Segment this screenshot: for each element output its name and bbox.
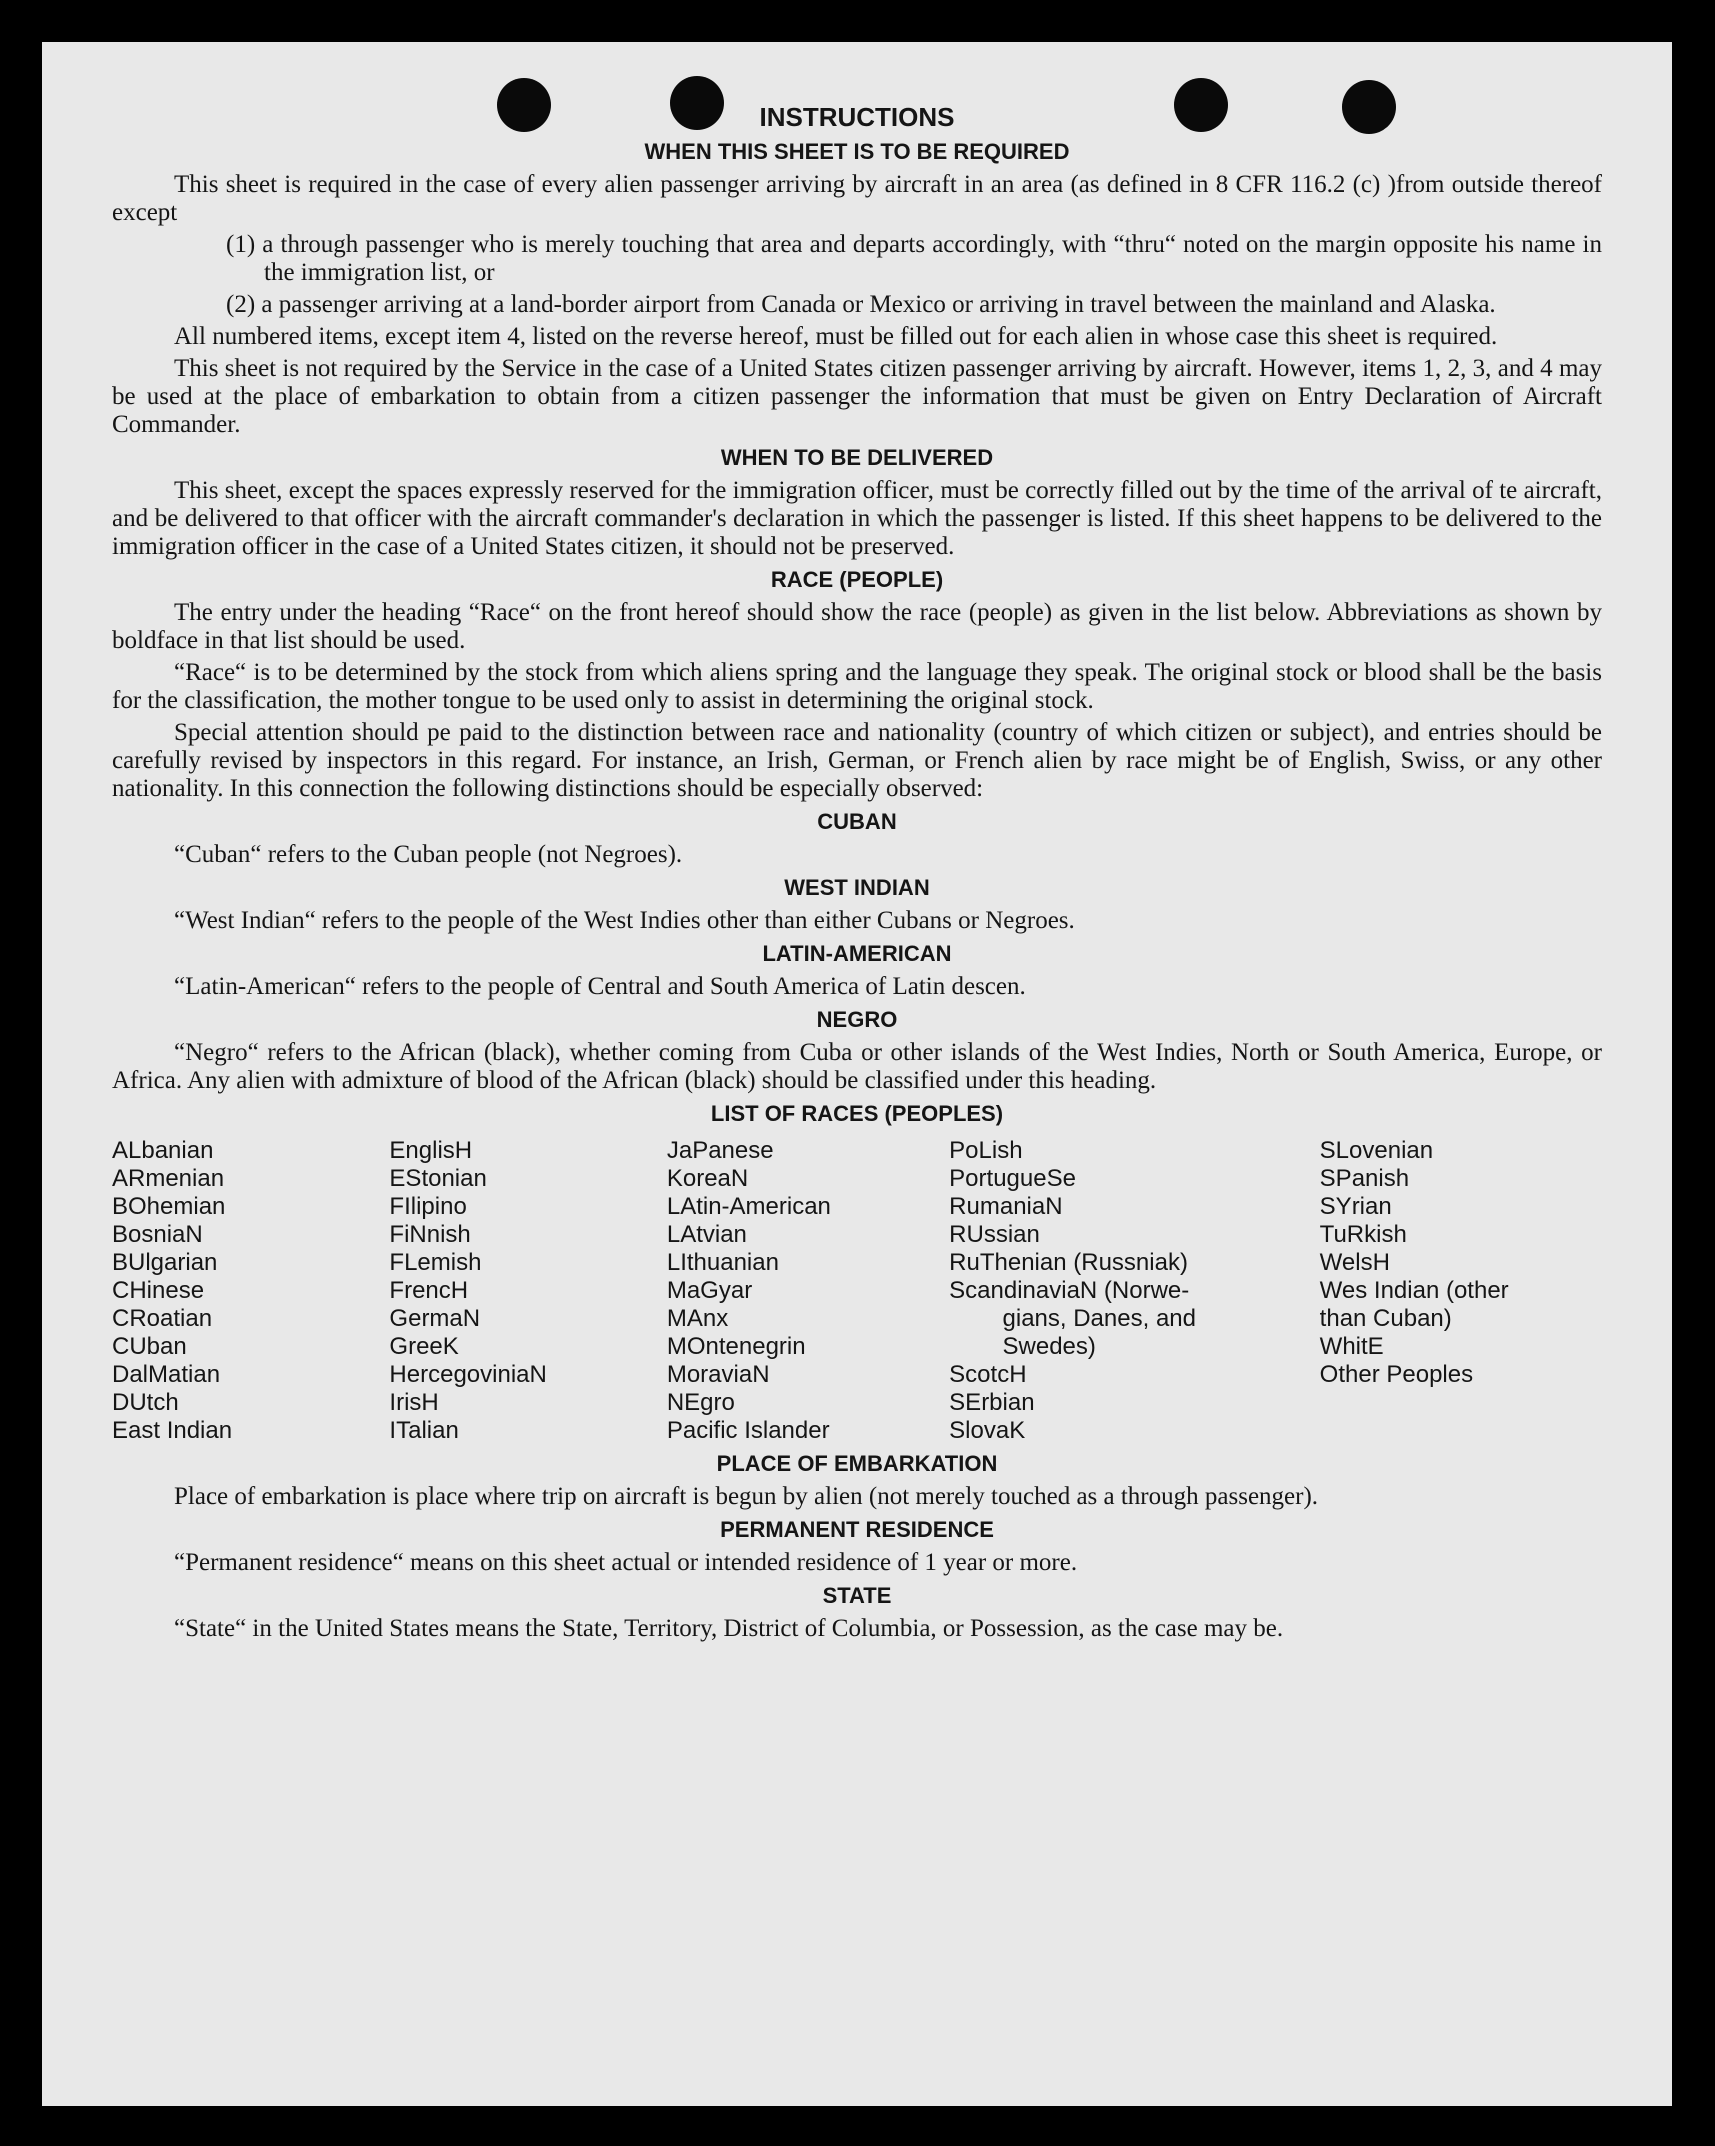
section-heading: PERMANENT RESIDENCE — [720, 1517, 994, 1542]
paragraph: This sheet, except the spaces expressly reserved for the immigration officer, must be correctly filled out by the time of the arrival of te aircraft, and be delivered to that officer with the aircraft commander's declaration in which the passenger is listed. If this sheet happens to be delivered to the immigration officer in the case of a United States citizen, it should not be preserved. — [112, 477, 1602, 560]
race-item: FrencH — [389, 1277, 469, 1304]
section-heading: LATIN-AMERICAN — [762, 941, 952, 966]
section-heading: LIST OF RACES (PEOPLES) — [710, 1101, 1004, 1126]
paragraph: “Cuban“ refers to the Cuban people (not Negroes). — [174, 841, 683, 868]
exception-item: (2) a passenger arriving at a land-border airport from Canada or Mexico or arriving in travel between the mainland and Alaska. — [226, 291, 1496, 318]
paragraph: Special attention should pe paid to the distinction between race and nationality (country of which citizen or subject), and entries should be carefully revised by inspectors in this regard. For instance, an Irish, German, or French alien by race might be of English, Swiss, or any other nationality. In this connection the following distinctions should be especially observed: — [112, 719, 1602, 802]
paragraph: “Latin-American“ refers to the people of Central and South America of Latin descen. — [174, 973, 1026, 1000]
paragraph: “Permanent residence“ means on this sheet actual or intended residence of 1 year or more. — [174, 1549, 1078, 1576]
race-item: BOhemian — [112, 1193, 226, 1220]
race-item: RuThenian (Russniak) — [949, 1249, 1188, 1276]
races-list — [112, 1137, 1602, 1445]
race-item: CRoatian — [112, 1305, 213, 1332]
race-item: CHinese — [112, 1277, 205, 1304]
races-column — [389, 1137, 666, 1445]
race-item: IrisH — [389, 1389, 439, 1416]
race-item: MoraviaN — [666, 1361, 770, 1388]
race-item: HercegoviniaN — [389, 1361, 547, 1388]
race-item: GreeK — [389, 1333, 459, 1360]
instructions-body — [112, 102, 1602, 1647]
race-item: than Cuban) — [1319, 1305, 1452, 1332]
race-item: DalMatian — [112, 1361, 221, 1388]
race-item: EnglisH — [389, 1137, 473, 1164]
race-item: FIlipino — [389, 1193, 467, 1220]
race-item: gians, Danes, and — [949, 1305, 1196, 1332]
section-heading: WHEN THIS SHEET IS TO BE REQUIRED — [644, 139, 1070, 164]
race-item: Wes Indian (other — [1319, 1277, 1509, 1304]
race-item: BosniaN — [112, 1221, 203, 1248]
races-column — [949, 1137, 1320, 1445]
paragraph: “Race“ is to be determined by the stock from which aliens spring and the language they speak. The original stock or blood shall be the basis for the classification, the mother tongue to be used only to assist in determining the original stock. — [112, 659, 1602, 714]
race-item: ARmenian — [112, 1165, 225, 1192]
section-heading: PLACE OF EMBARKATION — [716, 1451, 998, 1476]
page-title: INSTRUCTIONS — [759, 102, 955, 132]
race-item: FLemish — [389, 1249, 482, 1276]
document-sheet — [42, 42, 1672, 2106]
section-heading: RACE (PEOPLE) — [770, 567, 944, 592]
race-item: BUlgarian — [112, 1249, 218, 1276]
race-item: East Indian — [112, 1417, 233, 1444]
race-item: EStonian — [389, 1165, 487, 1192]
race-item: ScotcH — [949, 1361, 1027, 1388]
paragraph: All numbered items, except item 4, listed on the reverse hereof, must be filled out for each alien in whose case this sheet is required. — [174, 323, 1498, 350]
race-item: RUssian — [949, 1221, 1040, 1248]
race-item: LAtin-American — [666, 1193, 831, 1220]
section-heading: WHEN TO BE DELIVERED — [720, 445, 994, 470]
race-item: NEgro — [666, 1389, 735, 1416]
section-heading: NEGRO — [816, 1007, 898, 1032]
race-item: Swedes) — [949, 1333, 1096, 1360]
exception-item: (1) a through passenger who is merely touching that area and departs accordingly, with “thru“ noted on the margin opposite his name in the immigration list, or — [226, 231, 1602, 286]
races-column — [667, 1137, 949, 1445]
race-item: Other Peoples — [1319, 1361, 1474, 1388]
race-item: MaGyar — [666, 1277, 753, 1304]
paragraph: “West Indian“ refers to the people of the West Indies other than either Cubans or Negroes. — [174, 907, 1075, 934]
race-item: ALbanian — [112, 1137, 214, 1164]
races-column — [1320, 1137, 1602, 1445]
race-item: WhitE — [1319, 1333, 1384, 1360]
race-item: JaPanese — [666, 1137, 774, 1164]
races-column — [112, 1137, 389, 1445]
section-heading: CUBAN — [817, 809, 897, 834]
race-item: Pacific Islander — [666, 1417, 830, 1444]
race-item: PoLish — [949, 1137, 1023, 1164]
race-item: DUtch — [112, 1389, 179, 1416]
race-item: FiNnish — [389, 1221, 471, 1248]
paragraph: Place of embarkation is place where trip on aircraft is begun by alien (not merely touched as a through passenger). — [174, 1483, 1319, 1510]
race-item: MAnx — [666, 1305, 729, 1332]
race-item: SErbian — [949, 1389, 1035, 1416]
race-item: SlovaK — [949, 1417, 1026, 1444]
race-item: ScandinaviaN (Norwe- — [949, 1277, 1190, 1304]
paragraph: “State“ in the United States means the State, Territory, District of Columbia, or Possession, as the case may be. — [174, 1615, 1284, 1642]
race-item: CUban — [112, 1333, 187, 1360]
section-heading: WEST INDIAN — [784, 875, 930, 900]
race-item: KoreaN — [666, 1165, 749, 1192]
race-item: PortugueSe — [949, 1165, 1076, 1192]
race-item: MOntenegrin — [666, 1333, 806, 1360]
race-item: ITalian — [389, 1417, 459, 1444]
section-heading: STATE — [822, 1583, 892, 1608]
race-item: RumaniaN — [949, 1193, 1063, 1220]
paragraph: This sheet is required in the case of every alien passenger arriving by aircraft in an area (as defined in 8 CFR 116.2 (c) )from outside thereof except — [112, 171, 1602, 226]
race-item: GermaN — [389, 1305, 481, 1332]
paragraph: This sheet is not required by the Service in the case of a United States citizen passenger arriving by aircraft. However, items 1, 2, 3, and 4 may be used at the place of embarkation to obtain from a citizen passenger the information that must be given on Entry Declaration of Aircraft Commander. — [112, 355, 1602, 438]
race-item: LAtvian — [666, 1221, 747, 1248]
paragraph: “Negro“ refers to the African (black), whether coming from Cuba or other islands of the West Indies, North or South America, Europe, or Africa. Any alien with admixture of blood of the African (black) should be classified under this heading. — [112, 1039, 1602, 1094]
race-item: TuRkish — [1319, 1221, 1407, 1248]
race-item: SPanish — [1319, 1165, 1410, 1192]
race-item: LIthuanian — [666, 1249, 779, 1276]
race-item: WelsH — [1319, 1249, 1390, 1276]
race-item: SYrian — [1319, 1193, 1392, 1220]
race-item: SLovenian — [1319, 1137, 1434, 1164]
paragraph: The entry under the heading “Race“ on the front hereof should show the race (people) as given in the list below. Abbreviations as shown by boldface in that list should be used. — [112, 599, 1602, 654]
